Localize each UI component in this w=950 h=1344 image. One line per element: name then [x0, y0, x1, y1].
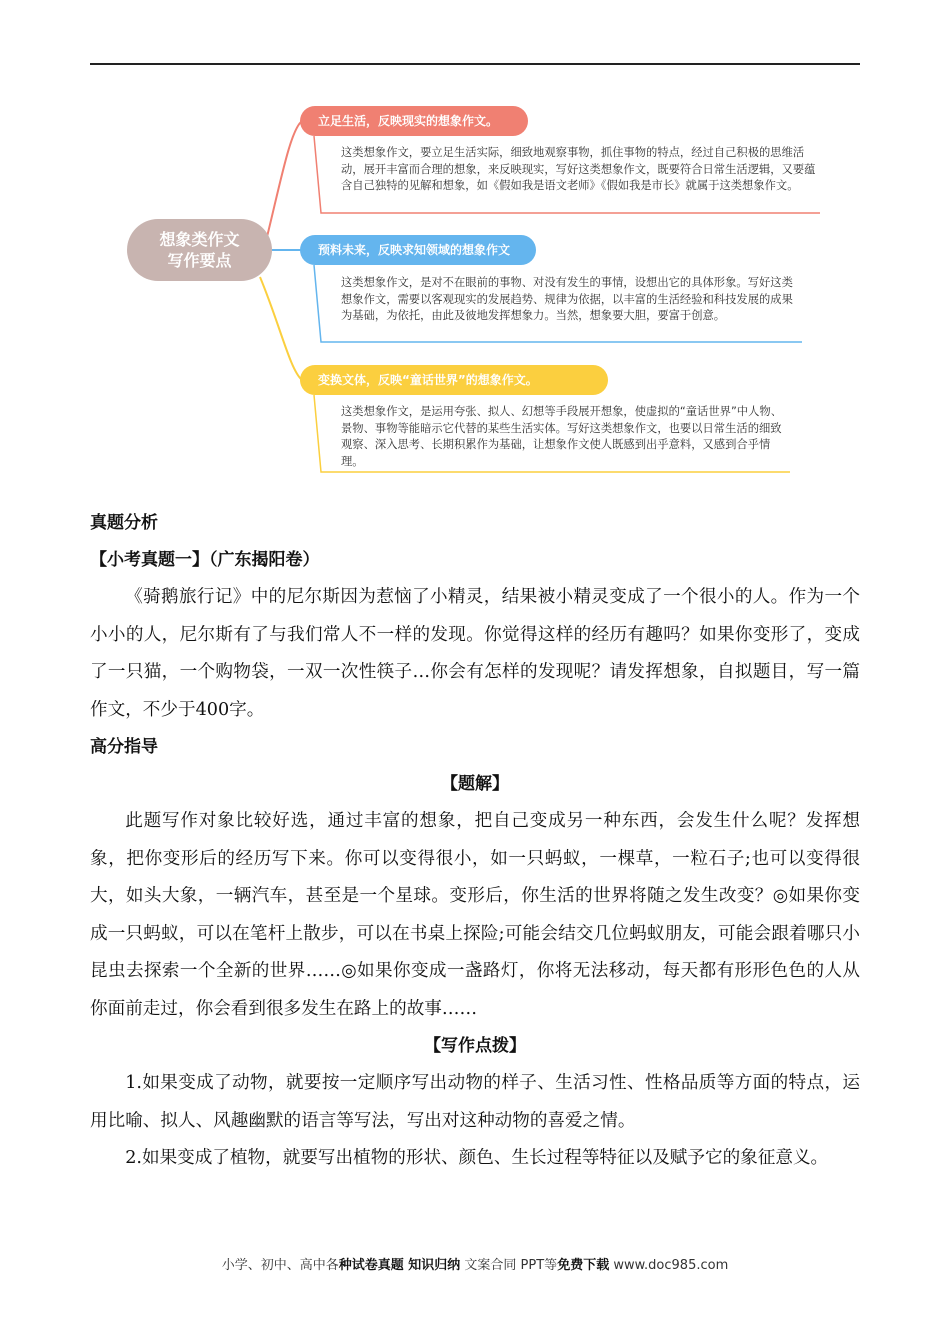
footer-url[interactable]: www.doc985.com: [609, 1258, 729, 1273]
tip-paragraph-2: 2.如果变成了植物，就要写出植物的形状、颜色、生长过程等特征以及赋予它的象征意义。: [125, 1148, 829, 1168]
exam-label: 【小考真题一】（广东揭阳卷）: [90, 550, 320, 570]
tip-paragraph-1: 1.如果变成了动物，就要按一定顺序写出动物的样子、生活习性、性格品质等方面的特点，运用比喻、拟人、风趣幽默的语言等写法，写出对这种动物的喜爱之情。: [90, 1073, 860, 1131]
branch-title-1: 立足生活，反映现实的想象作文。: [300, 106, 528, 136]
footer-text-2: 种试卷真题 知识归纳: [338, 1258, 461, 1273]
footer-text-4: 免费下载: [557, 1258, 610, 1273]
exam-question: 《骑鹅旅行记》中的尼尔斯因为惹恼了小精灵，结果被小精灵变成了一个很小的人。作为一个小小的人，尼尔斯有了与我们常人不一样的发现。你觉得这样的经历有趣吗？如果你变形了，变成了一只猫，一个购物袋，一双一次性筷子…你会有怎样的发现呢？请发挥想象，自拟题目，写一篇作文，不少于400字。: [90, 587, 860, 720]
connector-branch-1: [265, 121, 302, 245]
branch-title-2: 预料未来，反映求知领域的想象作文: [300, 235, 536, 265]
footer-text-3: 文案合同 PPT等: [460, 1258, 558, 1273]
subheading-writing-tips: 【写作点拨】: [424, 1036, 526, 1056]
mindmap-center-node: [127, 219, 272, 281]
mindmap: [120, 95, 840, 485]
analysis-paragraph: 此题写作对象比较好选，通过丰富的想象，把自己变成另一种东西，会发生什么呢？发挥想象，把你变形后的经历写下来。你可以变得很小，如一只蚂蚁，一棵草，一粒石子;也可以变得很大，如头大象，一辆汽车，甚至是一个星球。变形后，你生活的世界将随之发生改变？◎如果你变成一只蚂蚁，可以在笔杆上散步，可以在书桌上探险;可能会结交几位蚂蚁朋友，可能会跟着哪只小昆虫去探索一个全新的世界……◎如果你变成一盏路灯，你将无法移动，每天都有形形色色的人从你面前走过，你会看到很多发生在路上的故事……: [90, 811, 860, 1019]
branch-text-2: 这类想象作文，是对不在眼前的事物、对没有发生的事情，设想出它的具体形象。写好这类想象作文，需要以客观现实的发展趋势、规律为依据，以丰富的生活经验和科技发展的成果为基础，为依托，由此及彼地发挥想象力。当然，想象要大胆，要富于创意。: [341, 276, 793, 322]
center-line-2: 写作要点: [167, 251, 232, 270]
branch-text-3: 这类想象作文，是运用夸张、拟人、幻想等手段展开想象，使虚拟的“童话世界”中人物、景物、事物等能暗示它代替的某些生活实体。写好这类想象作文，也要以日常生活的细致观察、深入思考、长期积累作为基础，让想象作文使人既感到出乎意料，又感到合乎情理。: [341, 405, 782, 468]
branch-title-3: 变换文体，反映“童话世界”的想象作文。: [300, 365, 608, 395]
section-heading-exam: 真题分析: [90, 513, 158, 533]
connector-branch-3: [260, 277, 302, 380]
page-footer: [0, 1254, 950, 1273]
center-line-1: 想象类作文: [159, 230, 240, 249]
branch-text-1: 这类想象作文，要立足生活实际，细致地观察事物，抓住事物的特点，经过自己积极的思维活动，展开丰富而合理的想象，来反映现实，写好这类想象作文，既要符合日常生活逻辑，又要蕴含自己独特的见解和想象，如《假如我是语文老师》《假如我是市长》就属于这类想象作文。: [341, 146, 816, 192]
subheading-analysis: 【题解】: [441, 774, 509, 794]
footer-text-1: 小学、初中、高中各: [221, 1258, 339, 1273]
main-content: [90, 505, 860, 1178]
section-heading-guide: 高分指导: [90, 737, 158, 757]
top-rule: [90, 63, 860, 65]
